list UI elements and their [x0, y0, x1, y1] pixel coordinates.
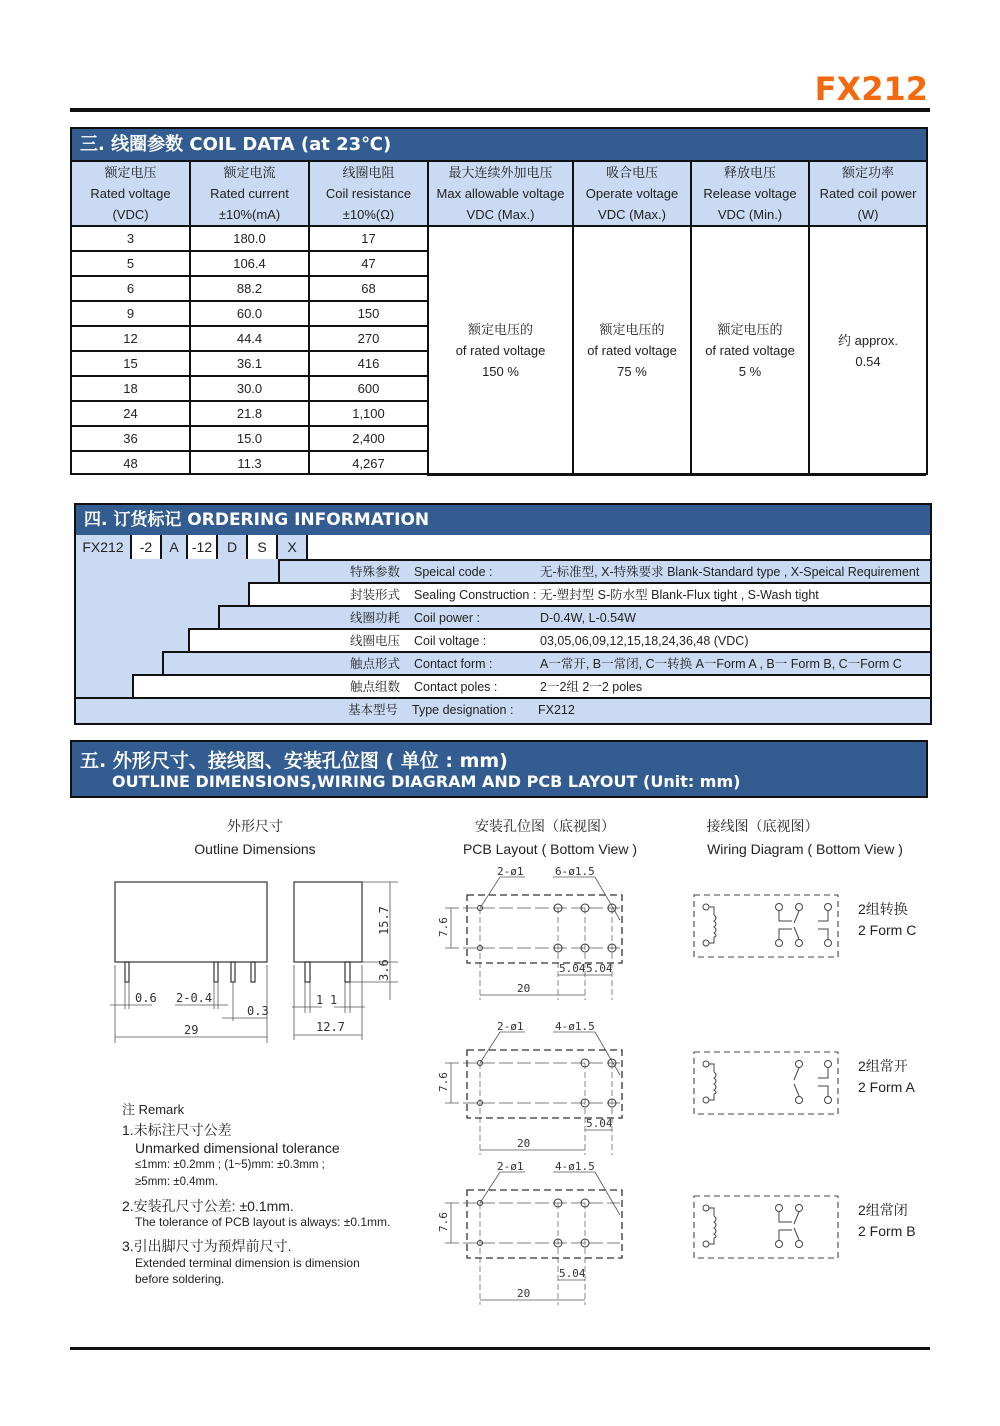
order-info-row [76, 697, 930, 718]
operate-voltage-cell-en: of rated voltage [587, 343, 677, 358]
remark-2-cn: 2.安装孔尺寸公差: ±0.1mm. [122, 1198, 294, 1214]
max-voltage-cell [428, 226, 573, 475]
column-header-cn: 最大连续外加电压 [448, 165, 553, 180]
max-voltage-cell-en: of rated voltage [455, 343, 546, 358]
bottom-divider [70, 1347, 930, 1350]
column-header [809, 162, 926, 226]
order-info-cn: 封装形式 [350, 588, 401, 602]
cell-resistance: 2,400 [309, 426, 428, 451]
coil-data-table [72, 162, 926, 476]
relay-side-view [294, 882, 362, 962]
wiring-form-cn: 2组常闭 [858, 1202, 908, 1218]
cell-current: 15.0 [190, 426, 309, 451]
outline-dimensions-drawing [100, 865, 420, 1055]
column-header [428, 162, 573, 226]
ordering-info-title: 四. 订货标记 ORDERING INFORMATION [76, 505, 930, 537]
pcb-span-label: 20 [517, 1287, 531, 1300]
order-info-value: 2一2组 2一2 poles [540, 680, 643, 694]
order-code-segment: D [218, 535, 248, 559]
order-info-value: 无-标准型, X-特殊要求 Blank-Standard type , X-Speical Requirement [540, 565, 920, 579]
order-info-cn: 特殊参数 [350, 565, 401, 579]
column-header-cn: 线圈电阻 [342, 165, 395, 180]
cell-resistance: 270 [309, 326, 428, 351]
order-code-segment: A [162, 535, 188, 559]
cell-current: 88.2 [190, 276, 309, 301]
remark-3-en-1: Extended terminal dimension is dimension [135, 1256, 360, 1270]
pcb-small-holes-label: 2-ø1 [497, 865, 524, 878]
relay-pin [125, 962, 129, 982]
max-voltage-cell-cn: 额定电压的 [467, 322, 533, 337]
dim-pin-gap-1: 1 [316, 993, 324, 1007]
pcb-small-holes-label: 2-ø1 [497, 1160, 524, 1173]
cell-voltage: 48 [72, 451, 190, 475]
cell-resistance: 600 [309, 376, 428, 401]
wiring-diagram [692, 1050, 842, 1116]
order-info-cn: 线圈电压 [350, 634, 401, 648]
wiring-form-en: 2 Form C [858, 922, 917, 938]
column-header-en: Operate voltage [585, 186, 679, 201]
outline-title-en: OUTLINE DIMENSIONS,WIRING DIAGRAM AND PCB LAYOUT (Unit: mm) [112, 772, 741, 791]
order-code-segment: S [248, 535, 278, 559]
cell-current: 30.0 [190, 376, 309, 401]
pcb-pitch-label: 5.04 [586, 1117, 613, 1130]
order-info-en: Coil power : [414, 611, 480, 625]
outline-section-header [70, 740, 928, 798]
coil-power-cell [809, 226, 926, 475]
column-header-unit: VDC (Max.) [466, 207, 535, 222]
order-info-value: 无-塑封型 S-防水型 Blank-Flux tight , S-Wash tight [540, 588, 819, 602]
column-header-cn: 吸合电压 [605, 165, 658, 180]
coil-power-value: 0.54 [855, 353, 881, 369]
order-info-cn: 触点形式 [350, 657, 401, 671]
pcb-layout-drawing [425, 1020, 645, 1170]
remark-2-en: The tolerance of PCB layout is always: ±0.1mm. [135, 1215, 391, 1229]
order-info-value: A一常开, B一常闭, C一转换 A一Form A , B一 Form B, C一Form C [540, 657, 902, 671]
wiring-diagram [692, 1194, 842, 1260]
column-header-unit: (W) [857, 207, 879, 222]
column-header-unit: VDC (Min.) [717, 207, 783, 222]
column-header-unit: (VDC) [112, 207, 149, 222]
pcb-large-holes-label: 6-ø1.5 [555, 865, 595, 878]
column-header-en: Rated current [210, 186, 289, 201]
pcb-row-spacing-label: 7.6 [437, 1212, 450, 1232]
outline-caption-en: Outline Dimensions [194, 841, 316, 857]
order-info-cn: 线圈功耗 [350, 611, 401, 625]
cell-resistance: 4,267 [309, 451, 428, 475]
wiring-caption-en: Wiring Diagram ( Bottom View ) [707, 841, 903, 857]
release-voltage-cell-en: of rated voltage [705, 343, 795, 358]
column-header-en: Release voltage [703, 186, 797, 201]
remark-1-en: Unmarked dimensional tolerance [135, 1140, 340, 1156]
pcb-pitch-label: 5.04 [559, 1267, 586, 1280]
relay-pin [345, 962, 350, 982]
release-voltage-cell [691, 226, 809, 475]
column-header-en: Rated voltage [90, 186, 171, 201]
dim-pin-width: 0.6 [135, 991, 157, 1005]
column-header-en: Coil resistance [325, 186, 412, 201]
column-header-cn: 释放电压 [723, 165, 776, 180]
release-voltage-cell-value: 5 % [738, 364, 762, 379]
order-info-row [248, 582, 930, 605]
cell-current: 60.0 [190, 301, 309, 326]
pcb-layout-drawing [425, 1160, 645, 1310]
column-header [190, 162, 309, 226]
pcb-span-label: 20 [517, 1137, 531, 1150]
cell-voltage: 36 [72, 426, 190, 451]
contact-symbol [794, 1061, 832, 1104]
contact-symbol [776, 1205, 803, 1248]
column-header-en: Rated coil power [819, 186, 917, 201]
column-header [573, 162, 691, 226]
cell-voltage: 5 [72, 251, 190, 276]
cell-current: 106.4 [190, 251, 309, 276]
release-voltage-cell-cn: 额定电压的 [717, 322, 783, 337]
pcb-caption-en: PCB Layout ( Bottom View ) [462, 841, 638, 857]
coil-symbol [703, 1061, 716, 1103]
remark-1-line2: ≥5mm: ±0.4mm. [135, 1176, 218, 1188]
wiring-diagram [692, 893, 842, 959]
cell-resistance: 1,100 [309, 401, 428, 426]
cell-resistance: 17 [309, 226, 428, 251]
order-info-row [162, 651, 930, 674]
pcb-pitch-label: 5.04 [559, 962, 586, 975]
cell-resistance: 416 [309, 351, 428, 376]
coil-symbol [703, 904, 716, 946]
contact-symbol [776, 904, 832, 947]
cell-voltage: 3 [72, 226, 190, 251]
pcb-outline [467, 895, 622, 963]
cell-resistance: 68 [309, 276, 428, 301]
coil-data-section [70, 127, 928, 475]
order-info-en: Contact form : [414, 657, 493, 671]
operate-voltage-cell [573, 226, 691, 475]
cell-current: 11.3 [190, 451, 309, 475]
cell-current: 44.4 [190, 326, 309, 351]
order-code-segment: FX212 [76, 535, 132, 559]
order-info-en: Speical code : [414, 565, 493, 579]
wiring-caption-cn: 接线图（底视图） [706, 818, 819, 834]
pcb-large-holes-label: 4-ø1.5 [555, 1020, 595, 1033]
order-code-segment: X [278, 535, 308, 559]
order-info-cn: 触点组数 [350, 680, 401, 694]
cell-voltage: 18 [72, 376, 190, 401]
cell-current: 36.1 [190, 351, 309, 376]
pcb-outline [467, 1050, 622, 1118]
column-header-en: Max allowable voltage [436, 186, 565, 201]
order-code-segment: -12 [188, 535, 218, 559]
cell-voltage: 12 [72, 326, 190, 351]
column-header-unit: ±10%(Ω) [342, 207, 395, 222]
pcb-row-spacing-label: 7.6 [437, 917, 450, 937]
cell-voltage: 9 [72, 301, 190, 326]
dim-offset: 0.3 [247, 1004, 269, 1018]
relay-pin [214, 962, 218, 982]
cell-current: 21.8 [190, 401, 309, 426]
top-divider [70, 108, 930, 112]
column-header-cn: 额定功率 [841, 165, 894, 180]
dim-height: 15.7 [377, 906, 391, 935]
dim-length: 29 [184, 1023, 199, 1037]
dim-pin-gap-2: 1 [330, 993, 338, 1007]
order-info-row [278, 559, 930, 582]
wiring-form-en: 2 Form A [858, 1079, 915, 1095]
order-info-value: 03,05,06,09,12,15,18,24,36,48 (VDC) [540, 634, 749, 648]
order-info-value: FX212 [538, 703, 575, 717]
remark-3-cn: 3.引出脚尺寸为预焊前尺寸. [122, 1238, 292, 1254]
wiring-form-cn: 2组常开 [858, 1058, 908, 1074]
order-code-blank [308, 535, 930, 559]
coil-power-label: 约 approx. [838, 332, 898, 348]
order-code-segment: -2 [132, 535, 162, 559]
wiring-form-cn: 2组转换 [858, 901, 908, 917]
pcb-span-label: 20 [517, 982, 531, 995]
order-info-en: Coil voltage : [414, 634, 487, 648]
order-info-row [218, 605, 930, 628]
relay-front-view [115, 882, 267, 962]
column-header-unit: VDC (Max.) [598, 207, 666, 222]
remark-3-en-2: before soldering. [135, 1272, 225, 1286]
pcb-outline [467, 1190, 622, 1258]
product-model-title: FX212 [814, 70, 928, 108]
cell-voltage: 24 [72, 401, 190, 426]
max-voltage-cell-value: 150 % [482, 364, 519, 379]
pcb-row-spacing-label: 7.6 [437, 1072, 450, 1092]
order-info-cn: 基本型号 [348, 703, 399, 717]
pcb-layout-drawing [425, 865, 645, 1015]
dim-pin-count-width: 2-0.4 [176, 991, 213, 1005]
cell-resistance: 150 [309, 301, 428, 326]
remark-title: 注 Remark [122, 1102, 185, 1117]
order-info-row [132, 674, 930, 697]
wiring-form-en: 2 Form B [858, 1223, 916, 1239]
pcb-pitch-label: 5.04 [586, 962, 613, 975]
dim-width: 12.7 [316, 1020, 345, 1034]
column-header [691, 162, 809, 226]
table-row [72, 226, 926, 251]
order-info-en: Sealing Construction : [414, 588, 537, 602]
ordering-info-section [74, 503, 932, 725]
column-header-unit: ±10%(mA) [218, 207, 281, 222]
coil-symbol [703, 1205, 716, 1247]
pcb-large-holes-label: 4-ø1.5 [555, 1160, 595, 1173]
order-info-en: Type designation : [412, 703, 514, 717]
remark-1-cn: 1.未标注尺寸公差 [122, 1122, 232, 1138]
pcb-small-holes-label: 2-ø1 [497, 1020, 524, 1033]
column-header [72, 162, 190, 226]
cell-resistance: 47 [309, 251, 428, 276]
operate-voltage-cell-cn: 额定电压的 [599, 322, 665, 337]
remark-1-line1: ≤1mm: ±0.2mm ; (1~5)mm: ±0.3mm ; [135, 1159, 325, 1171]
cell-voltage: 6 [72, 276, 190, 301]
dim-pin-length: 3.6 [377, 959, 391, 981]
coil-data-title: 三. 线圈参数 COIL DATA (at 23℃) [72, 129, 926, 162]
order-info-value: D-0.4W, L-0.54W [540, 611, 636, 625]
column-header-cn: 额定电流 [223, 165, 276, 180]
order-info-row [188, 628, 930, 651]
relay-pin [231, 962, 235, 982]
relay-pin [305, 962, 310, 982]
cell-voltage: 15 [72, 351, 190, 376]
column-header [309, 162, 428, 226]
column-header-cn: 额定电压 [104, 165, 157, 180]
cell-current: 180.0 [190, 226, 309, 251]
operate-voltage-cell-value: 75 % [617, 364, 647, 379]
relay-pin [251, 962, 255, 982]
pcb-caption-cn: 安装孔位图（底视图） [475, 818, 615, 834]
outline-title-cn: 五. 外形尺寸、接线图、安装孔位图 ( 单位 : mm) [80, 750, 508, 772]
outline-caption-cn: 外形尺寸 [227, 818, 283, 834]
order-info-en: Contact poles : [414, 680, 498, 694]
